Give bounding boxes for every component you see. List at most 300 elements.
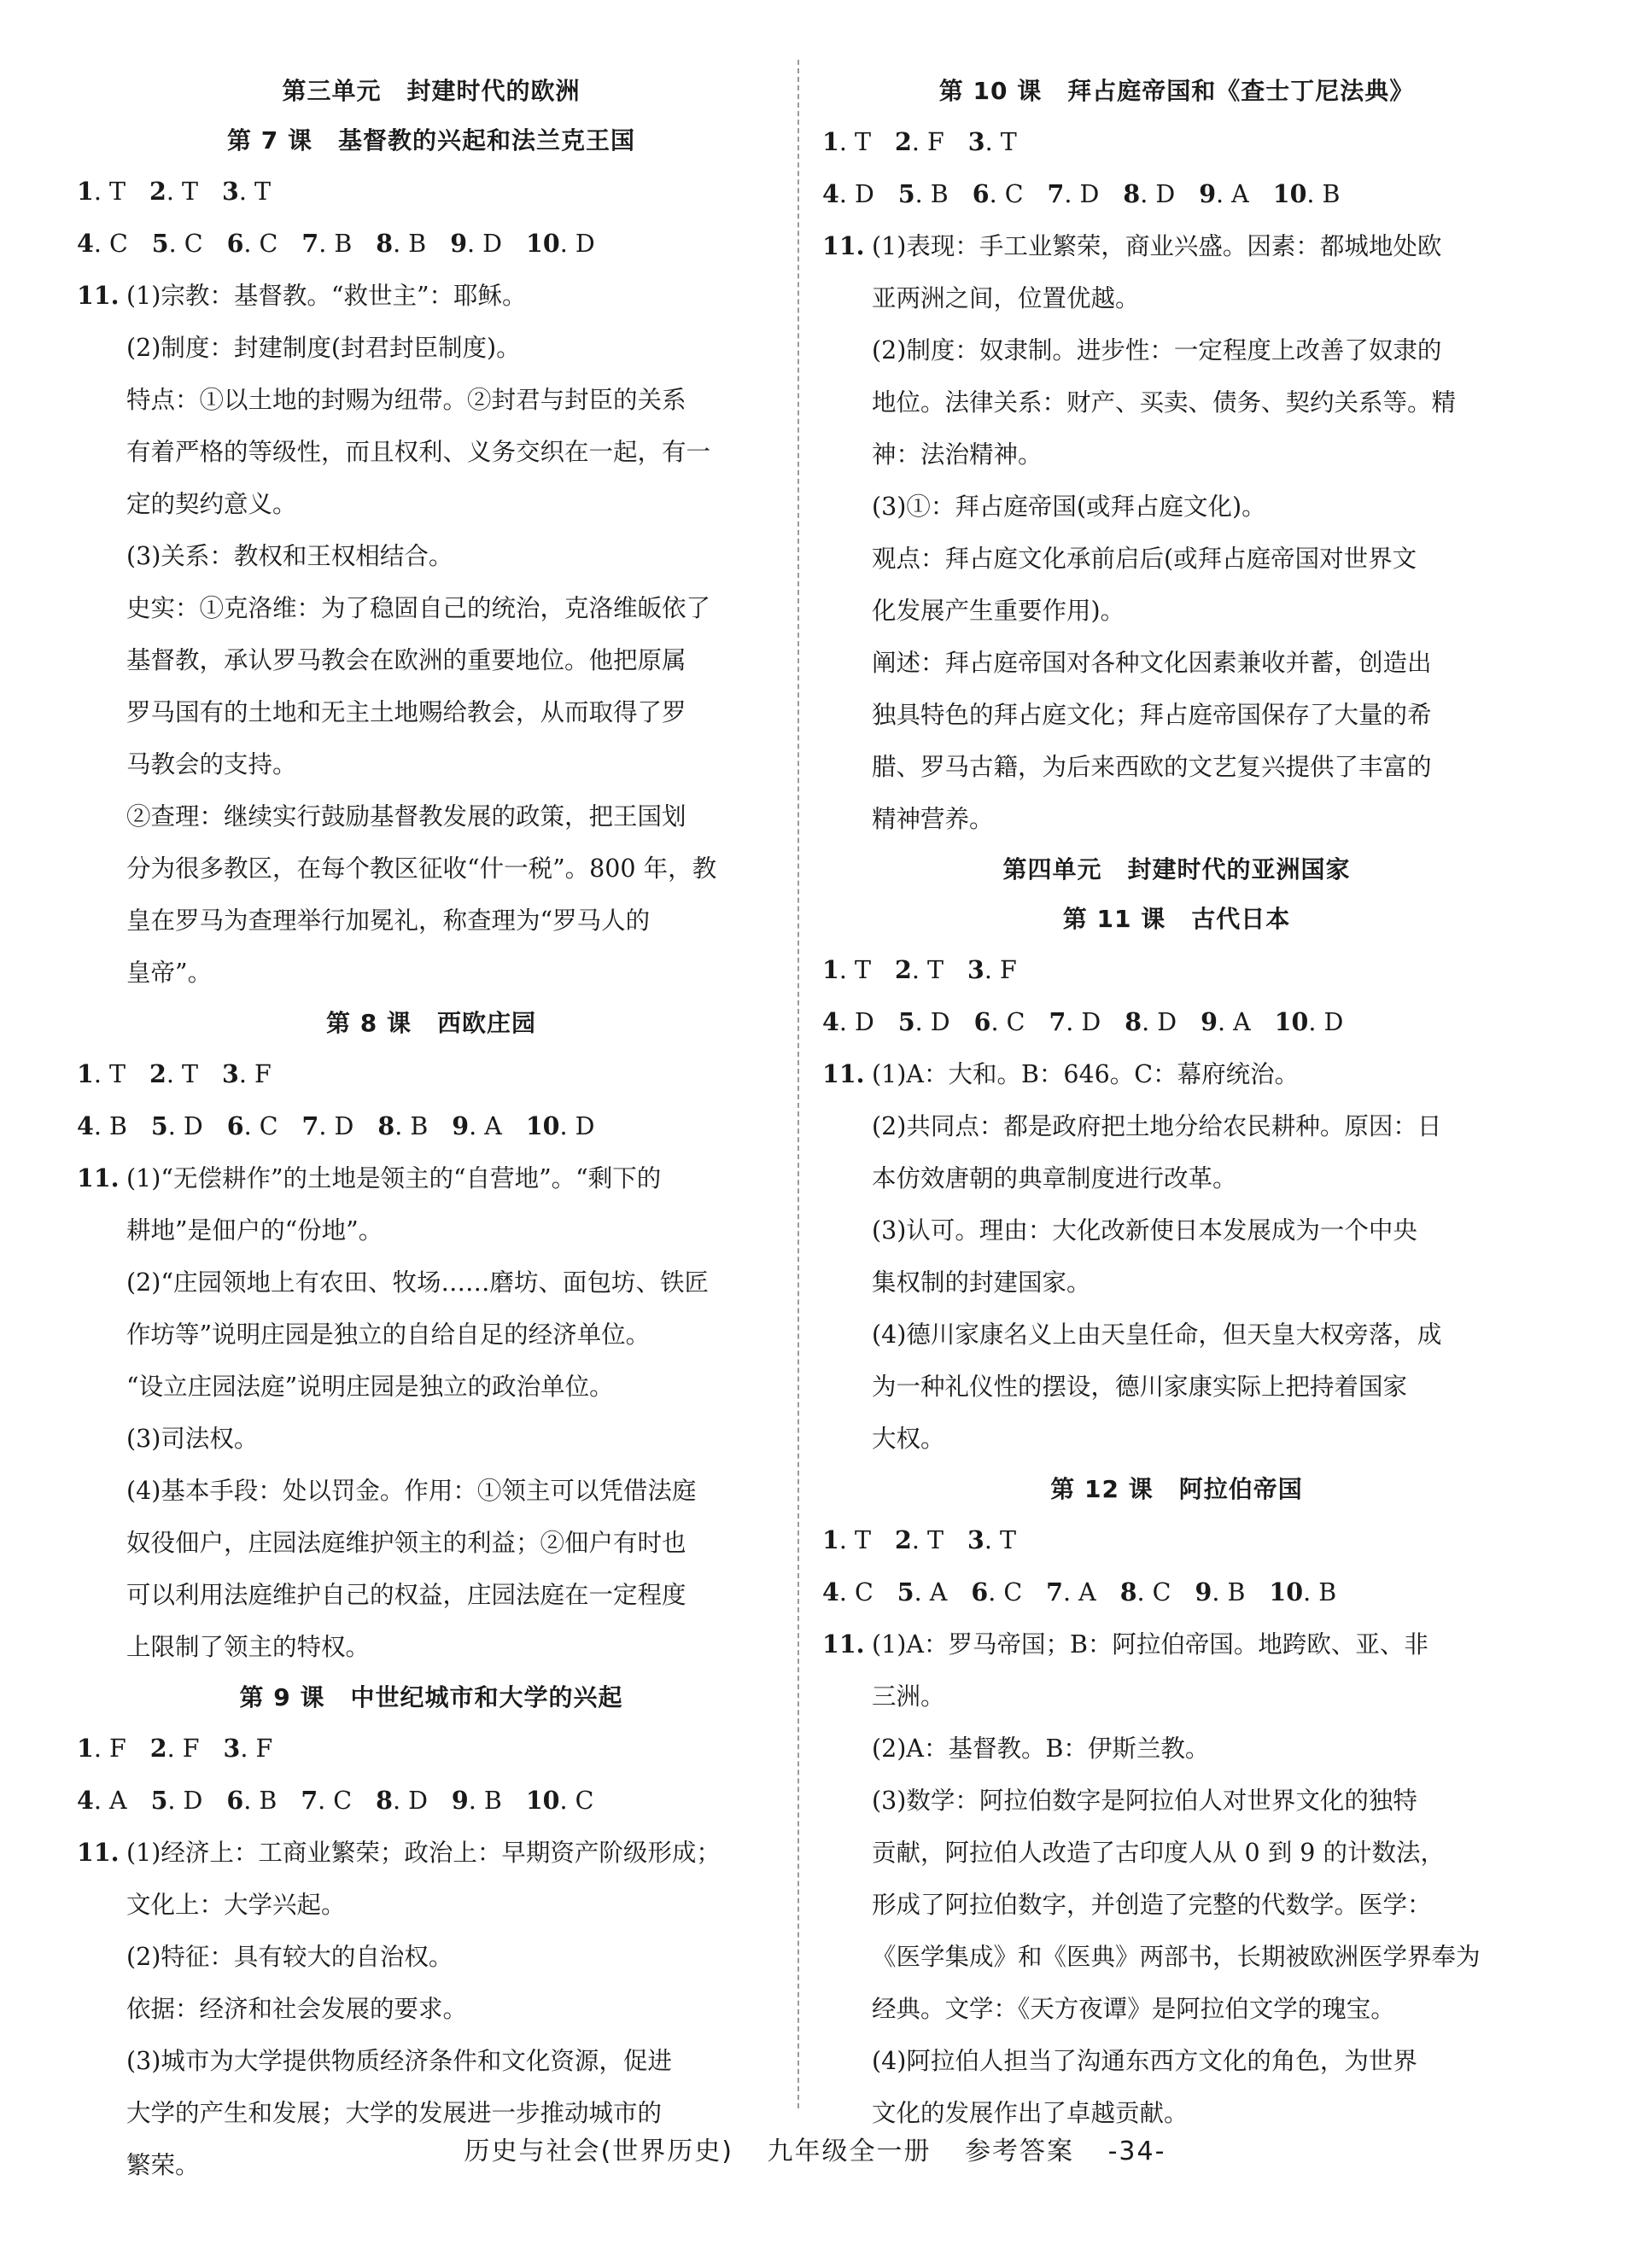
question-number: 2 — [149, 177, 167, 206]
answer-item: 6. C — [972, 179, 1024, 208]
answer-text-line: 文化的发展作出了卓越贡献。 — [872, 2099, 1189, 2127]
answer-choice: A — [1078, 1578, 1096, 1606]
question-number: 3 — [967, 1525, 984, 1554]
question-number-value: 11 — [822, 1059, 856, 1088]
answer-text-line: 史实：①克洛维：为了稳固自己的统治，克洛维皈依了 — [126, 594, 711, 622]
section-heading — [77, 67, 786, 116]
answer-choice: T — [1000, 128, 1017, 156]
question-number: 6 — [226, 1111, 244, 1140]
answer-text-line: 经典。文学：《天方夜谭》是阿拉伯文学的瑰宝。 — [872, 1995, 1395, 2023]
section-heading — [77, 116, 786, 166]
answer-item: 9. A — [1199, 179, 1249, 208]
question-line — [822, 1048, 1531, 1100]
answer-item: 5. B — [897, 179, 949, 208]
answer-text-line: 腊、罗马古籍，为后来西欧的文艺复兴提供了丰富的 — [872, 753, 1432, 781]
question-number: 2 — [149, 1734, 167, 1763]
answer-text-line: (4)德川家康名义上由天皇任命，但天皇大权旁落，成 — [872, 1321, 1442, 1349]
answer-text-line: 神：法治精神。 — [872, 440, 1043, 469]
answer-item: 8. C — [1119, 1577, 1171, 1606]
question-number: 4 — [77, 1786, 94, 1815]
question-number: 3 — [223, 1734, 241, 1763]
answer-item: 1. T — [822, 955, 871, 984]
answer-text: (1)表现：手工业繁荣，商业兴盛。因素：都城地处欧 — [872, 232, 1442, 260]
answer-item: 5. A — [897, 1577, 948, 1606]
question-number: 7 — [1049, 1007, 1066, 1036]
question-number: 8 — [376, 1786, 393, 1815]
answer-text-line: 可以利用法庭维护自己的权益，庄园法庭在一定程度 — [126, 1581, 686, 1609]
answer-choice: D — [575, 230, 595, 258]
answer-choice: D — [1081, 1008, 1101, 1036]
answer-text-line: 集权制的封建国家。 — [872, 1268, 1091, 1297]
answer-text-line: 奴役佃户，庄园法庭维护领主的利益；②佃户有时也 — [126, 1529, 686, 1557]
question-number: 7 — [301, 1786, 318, 1815]
answer-choice: D — [930, 1008, 950, 1036]
answer-text-line: 马教会的支持。 — [126, 750, 297, 778]
answer-row — [77, 1723, 786, 1775]
answer-item: 6. C — [226, 1111, 278, 1140]
answer-choice: C — [1004, 180, 1024, 208]
answer-text: (1)宗教：基督教。“救世主”：耶稣。 — [126, 282, 527, 310]
answer-item: 5. C — [151, 229, 203, 258]
question-number: 4 — [822, 1007, 839, 1036]
answer-choice: A — [1231, 180, 1249, 208]
answer-choice: C — [1152, 1578, 1171, 1606]
answer-choice: A — [1233, 1008, 1251, 1036]
answer-text-line: (2)共同点：都是政府把土地分给农民耕种。原因：日 — [872, 1112, 1442, 1140]
answer-item: 8. D — [1123, 179, 1176, 208]
answer-item: 4. A — [77, 1786, 127, 1815]
question-number: 9 — [1195, 1577, 1212, 1606]
section-heading — [822, 1465, 1531, 1514]
question-number: 10 — [526, 229, 560, 258]
answer-item: 5. D — [897, 1007, 950, 1036]
answer-choice: C — [1003, 1578, 1023, 1606]
answer-choice: B — [334, 230, 353, 258]
answer-item: 9. A — [452, 1111, 502, 1140]
answer-item: 4. D — [822, 179, 874, 208]
answer-choice: F — [926, 128, 944, 156]
answer-item: 7. D — [1049, 1007, 1101, 1036]
answer-choice: T — [854, 128, 871, 156]
answer-choice: F — [255, 1735, 273, 1763]
section-heading — [77, 1673, 786, 1723]
answer-item: 8. D — [1125, 1007, 1177, 1036]
question-number: 9 — [452, 1111, 470, 1140]
heading-lesson: 第 7 课 — [227, 126, 313, 155]
question-line — [77, 1827, 786, 1879]
question-number: 11. — [822, 231, 865, 260]
answer-row — [77, 218, 786, 270]
question-number: 6 — [972, 179, 990, 208]
answer-text-line: 上限制了领主的特权。 — [126, 1633, 371, 1661]
answer-item: 1. F — [77, 1734, 126, 1763]
question-number: 11. — [822, 1059, 865, 1088]
section-heading — [822, 895, 1531, 944]
answer-row — [822, 1514, 1531, 1566]
question-number: 3 — [221, 177, 239, 206]
question-number: 11. — [77, 1163, 120, 1192]
question-number: 7 — [1047, 179, 1065, 208]
answer-choice: A — [929, 1578, 948, 1606]
answer-text-line: 三洲。 — [872, 1682, 945, 1711]
answer-choice: B — [930, 180, 949, 208]
answer-item: 10. D — [526, 229, 595, 258]
question-line — [77, 1152, 786, 1204]
question-number: 3 — [221, 1059, 239, 1088]
question-number: 1 — [822, 1525, 839, 1554]
answer-choice: T — [181, 178, 198, 206]
answer-row — [822, 944, 1531, 996]
answer-text-line: 罗马国有的土地和无主土地赐给教会，从而取得了罗 — [126, 698, 686, 726]
question-number: 6 — [226, 1786, 244, 1815]
answer-item: 6. C — [226, 229, 278, 258]
question-number: 11. — [77, 281, 120, 310]
answer-text-line: (3)司法权。 — [126, 1425, 259, 1453]
question-number: 8 — [1119, 1577, 1137, 1606]
answer-item: 6. B — [226, 1786, 278, 1815]
answer-item: 10. C — [525, 1786, 594, 1815]
footer-subject: 历史与社会(世界历史) — [464, 2137, 733, 2166]
answer-item: 4. B — [77, 1111, 127, 1140]
answer-choice: B — [1322, 180, 1341, 208]
question-number: 10 — [1274, 1007, 1309, 1036]
footer-page-number: -34- — [1107, 2137, 1166, 2166]
question-number: 8 — [377, 1111, 395, 1140]
answer-choice: D — [1079, 180, 1100, 208]
answer-text-line: 独具特色的拜占庭文化；拜占庭帝国保存了大量的希 — [872, 701, 1432, 729]
answer-item: 10. B — [1272, 179, 1341, 208]
answer-choice: F — [108, 1735, 126, 1763]
answer-text-line: (3)认可。理由：大化改新使日本发展成为一个中央 — [872, 1216, 1417, 1245]
answer-text-line: 《医学集成》和《医典》两部书，长期被欧洲医学界奉为 — [872, 1943, 1481, 1971]
answer-choice: C — [259, 230, 278, 258]
answer-choice: B — [1227, 1578, 1246, 1606]
question-number: 11. — [77, 1838, 120, 1867]
answer-text-line: 地位。法律关系：财产、买卖、债务、契约关系等。精 — [872, 388, 1457, 417]
answer-text-line: 分为很多教区，在每个教区征收“什一税”。800 年，教 — [126, 854, 717, 883]
question-number: 10 — [1269, 1577, 1304, 1606]
answer-item: 8. B — [376, 229, 427, 258]
question-number: 4 — [77, 229, 94, 258]
answer-item: 7. B — [301, 229, 353, 258]
question-number: 5 — [897, 1577, 914, 1606]
heading-lesson: 第 10 课 — [938, 77, 1043, 105]
answer-item: 8. D — [376, 1786, 428, 1815]
question-number: 1 — [822, 127, 839, 156]
question-number: 2 — [894, 955, 912, 984]
answer-choice: B — [483, 1787, 502, 1815]
answer-text-line: 化发展产生重要作用)。 — [872, 597, 1125, 625]
answer-choice: T — [926, 956, 944, 984]
answer-text-line: 本仿效唐朝的典章制度进行改革。 — [872, 1164, 1237, 1192]
answer-item: 3. F — [221, 1059, 272, 1088]
answer-text-line: 为一种礼仪性的摆设，德川家康实际上把持着国家 — [872, 1373, 1408, 1401]
heading-title: 阿拉伯帝国 — [1178, 1475, 1303, 1503]
question-number: 5 — [151, 229, 169, 258]
answer-item: 9. D — [450, 229, 503, 258]
question-line — [822, 1618, 1531, 1670]
answer-row — [822, 168, 1531, 220]
question-number: 6 — [971, 1577, 989, 1606]
answer-choice: D — [408, 1787, 428, 1815]
heading-lesson: 第三单元 — [282, 77, 382, 105]
answer-item: 4. D — [822, 1007, 874, 1036]
answer-choice: B — [1318, 1578, 1337, 1606]
answer-item: 2. F — [149, 1734, 200, 1763]
answer-choice: C — [259, 1112, 278, 1140]
question-number: 9 — [1199, 179, 1217, 208]
heading-title: 西欧庄园 — [436, 1009, 536, 1037]
answer-choice: F — [254, 1060, 272, 1088]
heading-title: 古代日本 — [1191, 905, 1291, 933]
answer-text-line: 形成了阿拉伯数字，并创造了完整的代数学。医学： — [872, 1891, 1432, 1919]
answer-text-line: 观点：拜占庭文化承前启后(或拜占庭帝国对世界文 — [872, 545, 1417, 573]
answer-row — [822, 116, 1531, 168]
answer-row — [77, 166, 786, 218]
answer-item: 9. B — [1195, 1577, 1246, 1606]
question-line — [822, 220, 1531, 272]
answer-text-line: (2)“庄园领地上有农田、牧场……磨坊、面包坊、铁匠 — [126, 1268, 709, 1297]
question-number: 5 — [150, 1111, 168, 1140]
answer-text: (1)A：罗马帝国；B：阿拉伯帝国。地跨欧、亚、非 — [872, 1630, 1428, 1659]
question-number: 1 — [77, 1734, 94, 1763]
answer-choice: C — [854, 1578, 873, 1606]
question-number: 5 — [897, 179, 915, 208]
answer-row — [822, 1566, 1531, 1618]
answer-choice: T — [254, 178, 271, 206]
answer-choice: T — [108, 1060, 126, 1088]
answer-text: (1)A：大和。B：646。C：幕府统治。 — [872, 1060, 1300, 1088]
question-number: 11. — [822, 1630, 865, 1659]
answer-item: 7. D — [1047, 179, 1100, 208]
question-number: 7 — [301, 229, 319, 258]
answer-text-line: 精神营养。 — [872, 805, 994, 833]
section-heading — [77, 999, 786, 1048]
question-number-value: 11 — [77, 1163, 111, 1192]
answer-choice: B — [108, 1112, 127, 1140]
question-number: 9 — [450, 229, 468, 258]
section-heading — [822, 845, 1531, 895]
heading-lesson: 第 8 课 — [326, 1009, 412, 1037]
answer-row — [77, 1100, 786, 1152]
answer-choice: D — [854, 180, 874, 208]
answer-text-line: 阐述：拜占庭帝国对各种文化因素兼收并蓄，创造出 — [872, 649, 1432, 677]
question-number: 1 — [822, 955, 839, 984]
answer-choice: A — [484, 1112, 502, 1140]
question-number: 4 — [77, 1111, 94, 1140]
answer-item: 2. T — [149, 177, 198, 206]
answer-choice: D — [334, 1112, 354, 1140]
answer-text-line: 贡献，阿拉伯人改造了古印度人从 0 到 9 的计数法， — [872, 1839, 1446, 1867]
answer-choice: T — [999, 1526, 1016, 1554]
answer-text-line: 耕地”是佃户的“份地”。 — [126, 1216, 383, 1245]
heading-title: 基督教的兴起和法兰克王国 — [337, 126, 635, 155]
answer-item: 7. C — [301, 1786, 353, 1815]
answer-text-line: (3)城市为大学提供物质经济条件和文化资源，促进 — [126, 2047, 672, 2075]
answer-text-line: 依据：经济和社会发展的要求。 — [126, 1995, 468, 2023]
answer-item: 9. A — [1201, 1007, 1251, 1036]
answer-item: 5. D — [150, 1786, 203, 1815]
question-line — [77, 270, 786, 322]
heading-lesson: 第 9 课 — [239, 1683, 325, 1711]
question-number: 3 — [967, 955, 984, 984]
answer-choice: T — [854, 956, 871, 984]
heading-lesson: 第 11 课 — [1062, 905, 1166, 933]
left-column — [77, 67, 786, 2191]
answer-choice: F — [182, 1735, 200, 1763]
answer-item: 10. B — [1269, 1577, 1337, 1606]
answer-item: 7. A — [1046, 1577, 1096, 1606]
question-number: 5 — [150, 1786, 168, 1815]
answer-item: 5. D — [150, 1111, 203, 1140]
answer-choice: T — [854, 1526, 871, 1554]
answer-text-line: (4)基本手段：处以罚金。作用：①领主可以凭借法庭 — [126, 1477, 697, 1505]
question-number: 3 — [967, 127, 985, 156]
question-number: 7 — [301, 1111, 319, 1140]
answer-item: 1. T — [822, 1525, 871, 1554]
answer-choice: T — [926, 1526, 944, 1554]
question-number: 9 — [1201, 1007, 1218, 1036]
answer-choice: D — [1155, 180, 1176, 208]
answer-text-line: 繁荣。 — [126, 2151, 200, 2179]
answer-text-line: 基督教，承认罗马教会在欧洲的重要地位。他把原属 — [126, 646, 686, 674]
heading-title: 拜占庭帝国和《查士丁尼法典》 — [1067, 77, 1415, 105]
answer-choice: D — [575, 1112, 595, 1140]
answer-text-line: 有着严格的等级性，而且权利、义务交织在一起，有一 — [126, 438, 711, 466]
footer-grade: 九年级全一册 — [767, 2137, 932, 2166]
question-number: 1 — [77, 1059, 94, 1088]
heading-lesson: 第 12 课 — [1050, 1475, 1154, 1503]
answer-text-line: 文化上：大学兴起。 — [126, 1891, 346, 1919]
question-number: 2 — [894, 1525, 912, 1554]
answer-text-line: 大权。 — [872, 1425, 945, 1453]
answer-text-line: (3)数学：阿拉伯数字是阿拉伯人对世界文化的独特 — [872, 1787, 1417, 1815]
answer-choice: C — [575, 1787, 594, 1815]
page-footer — [0, 2130, 1630, 2167]
question-number: 1 — [77, 177, 94, 206]
answer-row — [77, 1048, 786, 1100]
answer-item: 1. T — [822, 127, 871, 156]
answer-item: 2. T — [149, 1059, 198, 1088]
answer-item: 2. F — [894, 127, 944, 156]
answer-choice: A — [108, 1787, 127, 1815]
answer-text-line: (2)特征：具有较大的自治权。 — [126, 1943, 453, 1971]
answer-item: 4. C — [822, 1577, 873, 1606]
answer-item: 2. T — [894, 1525, 944, 1554]
answer-item: 1. T — [77, 177, 126, 206]
answer-text-line: 亚两洲之间，位置优越。 — [872, 284, 1140, 312]
question-number: 8 — [1125, 1007, 1142, 1036]
question-number: 7 — [1046, 1577, 1063, 1606]
question-number-value: 11 — [822, 231, 856, 260]
answer-text-line: ②查理：继续实行鼓励基督教发展的政策，把王国划 — [126, 802, 686, 831]
heading-title: 中世纪城市和大学的兴起 — [350, 1683, 623, 1711]
answer-item: 10. D — [1274, 1007, 1344, 1036]
question-number: 2 — [149, 1059, 167, 1088]
answer-text-line: (2)制度：封建制度(封君封臣制度)。 — [126, 334, 521, 362]
answer-item: 9. B — [451, 1786, 502, 1815]
answer-text-line: (3)①：拜占庭帝国(或拜占庭文化)。 — [872, 493, 1266, 521]
question-number: 6 — [226, 229, 244, 258]
heading-lesson: 第四单元 — [1002, 855, 1102, 883]
answer-choice: F — [999, 956, 1017, 984]
question-number-value: 11 — [77, 1838, 111, 1867]
question-number-value: 11 — [77, 281, 111, 310]
answer-text-line: (4)阿拉伯人担当了沟通东西方文化的角色，为世界 — [872, 2047, 1417, 2075]
answer-row — [77, 1775, 786, 1827]
answer-choice: B — [408, 230, 427, 258]
answer-choice: D — [183, 1787, 203, 1815]
answer-item: 6. C — [971, 1577, 1023, 1606]
answer-choice: C — [184, 230, 203, 258]
answer-text-line: (2)制度：奴隶制。进步性：一定程度上改善了奴隶的 — [872, 336, 1442, 364]
right-column — [822, 67, 1531, 2139]
answer-item: 3. F — [967, 955, 1017, 984]
answer-text-line: “设立庄园法庭”说明庄园是独立的政治单位。 — [126, 1373, 614, 1401]
answer-item: 4. C — [77, 229, 128, 258]
answer-choice: D — [482, 230, 503, 258]
answer-text-line: (3)关系：教权和王权相结合。 — [126, 542, 453, 570]
answer-item: 3. F — [223, 1734, 273, 1763]
question-number: 10 — [525, 1111, 560, 1140]
answer-text-line: 皇在罗马为查理举行加冕礼，称查理为“罗马人的 — [126, 907, 651, 935]
answer-item: 2. T — [894, 955, 944, 984]
answer-choice: D — [183, 1112, 203, 1140]
answer-choice: C — [333, 1787, 353, 1815]
column-divider — [797, 60, 799, 2108]
question-number: 4 — [822, 1577, 839, 1606]
question-number-value: 11 — [822, 1630, 856, 1659]
answer-choice: C — [108, 230, 128, 258]
answer-item: 1. T — [77, 1059, 126, 1088]
question-number: 8 — [376, 229, 394, 258]
section-heading — [822, 67, 1531, 116]
answer-item: 3. T — [967, 127, 1017, 156]
answer-row — [822, 996, 1531, 1048]
answer-item: 10. D — [525, 1111, 595, 1140]
answer-text-line: 定的契约意义。 — [126, 490, 297, 518]
heading-title: 封建时代的亚洲国家 — [1127, 855, 1351, 883]
question-number: 5 — [897, 1007, 915, 1036]
answer-text-line: 特点：①以土地的封赐为纽带。②封君与封臣的关系 — [126, 386, 686, 414]
question-number: 10 — [525, 1786, 560, 1815]
answer-item: 8. B — [377, 1111, 429, 1140]
answer-choice: B — [410, 1112, 429, 1140]
question-number: 2 — [894, 127, 912, 156]
answer-text-line: 大学的产生和发展；大学的发展进一步推动城市的 — [126, 2099, 663, 2127]
answer-text-line: (2)A：基督教。B：伊斯兰教。 — [872, 1735, 1210, 1763]
answer-choice: D — [854, 1008, 874, 1036]
answer-text: (1)“无偿耕作”的土地是领主的“自营地”。“剩下的 — [126, 1164, 662, 1192]
answer-item: 6. C — [973, 1007, 1025, 1036]
heading-title: 封建时代的欧洲 — [406, 77, 581, 105]
answer-choice: D — [1157, 1008, 1177, 1036]
answer-choice: D — [1323, 1008, 1344, 1036]
answer-text: (1)经济上：工商业繁荣；政治上：早期资产阶级形成； — [126, 1839, 721, 1867]
question-number: 4 — [822, 179, 839, 208]
answer-item: 7. D — [301, 1111, 354, 1140]
answer-choice: T — [108, 178, 126, 206]
answer-text-line: 皇帝”。 — [126, 959, 213, 987]
footer-label: 参考答案 — [965, 2137, 1075, 2166]
answer-item: 3. T — [967, 1525, 1016, 1554]
answer-text-line: 作坊等”说明庄园是独立的自给自足的经济单位。 — [126, 1321, 651, 1349]
answer-choice: B — [259, 1787, 278, 1815]
question-number: 10 — [1272, 179, 1307, 208]
question-number: 9 — [451, 1786, 469, 1815]
answer-choice: T — [181, 1060, 198, 1088]
question-number: 6 — [973, 1007, 991, 1036]
